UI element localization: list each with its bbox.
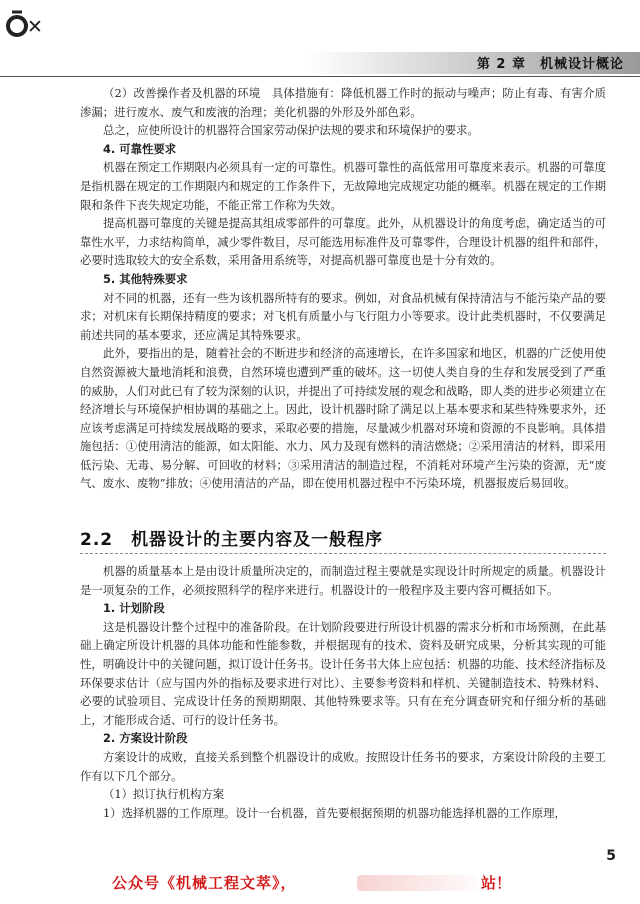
- header-rule: [0, 76, 640, 77]
- list-item: 1）选择机器的工作原理。设计一台机器，首先要根据预期的机器功能选择机器的工作原理，: [103, 805, 566, 820]
- watermark-redaction: [357, 875, 477, 891]
- subheading-special: 5. 其他特殊要求: [103, 271, 188, 286]
- subheading-planning: 1. 计划阶段: [103, 601, 165, 616]
- body-part1: [80, 84, 606, 493]
- paragraph: 提高机器可靠度的关键是提高其组成零部件的可靠度。此外，从机器设计的角度考虑，确定适当的可靠性水平，力求结构简单，减少零件数目，尽可能选用标准件及可靠零件，合理设计机器的组件和部件，必要时选取较大的安全系数，采用备用系统等，对提高机器可靠度也是十分有效的。: [80, 216, 606, 268]
- paragraph: 方案设计的成败，直接关系到整个机器设计的成败。按照设计任务书的要求，方案设计阶段的主要工作有以下几个部分。: [80, 749, 606, 783]
- paragraph: 这是机器设计整个过程中的准备阶段。在计划阶段要进行所设计机器的需求分析和市场预测，在此基础上确定所设计机器的具体功能和性能参数，并根据现有的技术、资料及研究成果，分析其实现的可能性，明确设计中的关键问题，拟订设计任务书。设计任务书大体上应包括：机器的功能、技术经济指标及环保要求估计（应与国内外的指标及要求进行对比）、主要参考资料和样机、关键制造技术、特殊材料、必要的试验项目、完成设计任务的预期期限、其他特殊要求等。只有在充分调查研究和仔细分析的基础上，才能形成合适、可行的设计任务书。: [80, 619, 606, 727]
- watermark-suffix: 站！: [481, 874, 512, 892]
- publisher-logo: [6, 6, 44, 42]
- paragraph: 机器在预定工作期限内必须具有一定的可靠性。机器可靠性的高低常用可靠度来表示。机器的可靠度是指机器在规定的工作期限内和规定的工作条件下，无故障地完成规定功能的概率。机器在规定的工作期限和条件下丧失规定功能，不能正常工作称为失效。: [80, 160, 606, 212]
- subheading-scheme: 2. 方案设计阶段: [103, 731, 188, 746]
- section-title-text: 机器设计的主要内容及一般程序: [131, 530, 384, 550]
- svg-text:✕: ✕: [27, 16, 43, 38]
- chapter-title: 第 2 章 机械设计概论: [476, 57, 624, 72]
- section-divider: [80, 553, 606, 554]
- paragraph: 总之，应使所设计的机器符合国家劳动保护法规的要求和环境保护的要求。: [103, 123, 479, 138]
- paragraph: 此外，要指出的是，随着社会的不断进步和经济的高速增长，在许多国家和地区，机器的广泛使用使自然资源被大量地消耗和浪费，自然环境也遭到严重的破坏。这一切使人类自身的生存和发展受到了严重的威胁，人们对此已有了较为深刻的认识，并提出了可持续发展的观念和战略，即人类的进步必须建立在经济增长与环境保护相协调的基础之上。因此，设计机器时除了满足以上基本要求和某些特殊要求外，还应该考虑满足可持续发展战略的要求，采取必要的措施，尽量减少机器对环境和资源的不良影响。具体措施包括：①使用清洁的能源，如太阳能、水力、风力及现有燃料的清洁燃烧；②采用清洁的材料，即采用低污染、无毒、易分解、可回收的材料；③采用清洁的制造过程，不消耗对环境产生污染的资源，无“废气、废水、废物”排放；④使用清洁的产品，即在使用机器过程中不污染环境，机器报废后易回收。: [80, 346, 606, 491]
- paragraph: 机器的质量基本上是由设计质量所决定的，而制造过程主要就是实现设计时所规定的质量。机器设计是一项复杂的工作，必须按照科学的程序来进行。机器设计的一般程序及主要内容可概括如下。: [80, 564, 606, 597]
- section-number: 2.2: [80, 530, 114, 550]
- page-number: 5: [606, 848, 616, 864]
- paragraph: 对不同的机器，还有一些为该机器所特有的要求。例如，对食品机械有保持清洁与不能污染产品的要求；对机床有长期保持精度的要求；对飞机有质量小与飞行阻力小等要求。设计此类机器时，不仅要满足前述共同的基本要求，还应满足其特殊要求。: [80, 290, 606, 342]
- subheading-reliability: 4. 可靠性要求: [103, 141, 177, 156]
- watermark-text: 公众号《机械工程文萃》，: [112, 874, 297, 892]
- section-title: [80, 525, 383, 550]
- body-part2: [80, 562, 606, 822]
- paragraph: （2）改善操作者及机器的环境 具体措施有：降低机器工作时的振动与噪声；防止有毒、有害介质渗漏；进行废水、废气和废液的治理；美化机器的外形及外部色彩。: [80, 86, 606, 119]
- list-item: （1）拟订执行机构方案: [103, 787, 225, 802]
